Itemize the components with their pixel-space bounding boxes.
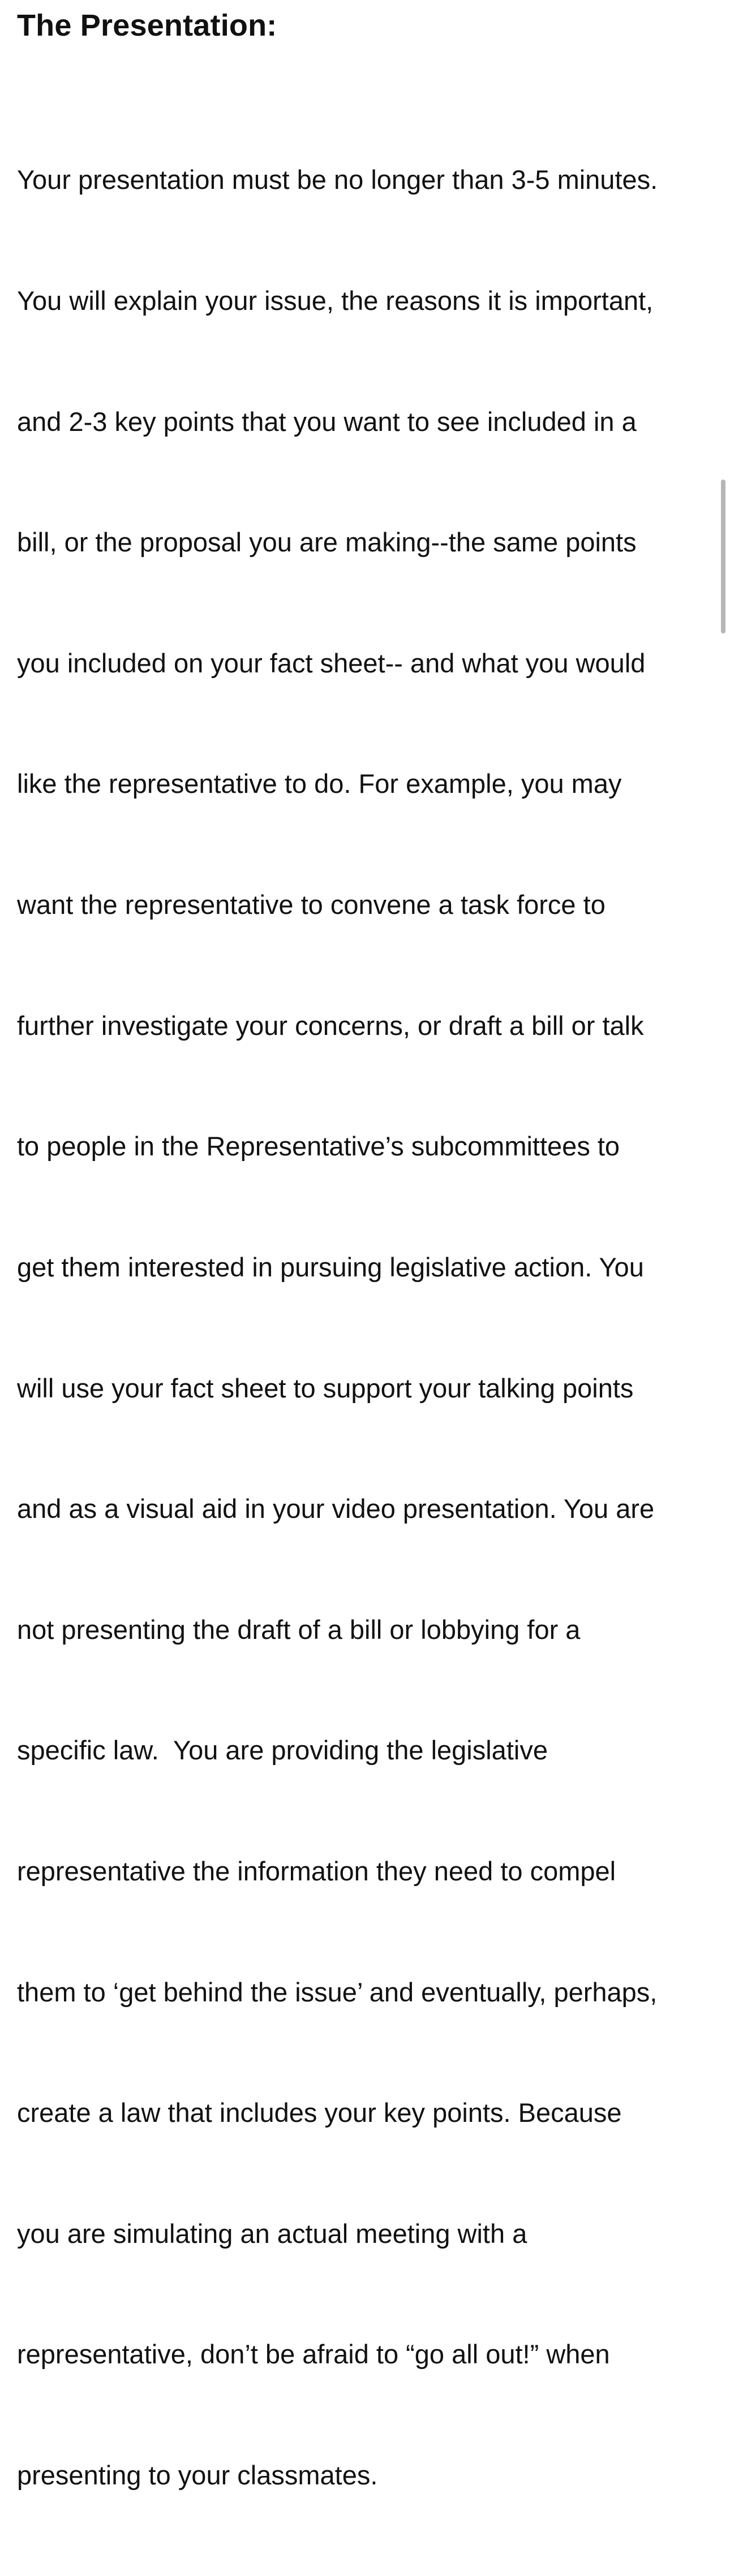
text-line: will use your fact sheet to support your talking points (17, 1373, 634, 1403)
text-line: bill, or the proposal you are making--the same points (17, 527, 637, 558)
text-line: presenting to your classmates. (17, 2460, 378, 2490)
text-line: you are simulating an actual meeting with a (17, 2218, 527, 2249)
vertical-scrollbar[interactable] (721, 480, 725, 633)
text-line: representative the information they need to compel (17, 1856, 616, 1886)
section-heading: The Presentation: (17, 8, 277, 42)
text-line: representative, don’t be afraid to “go all out!” when (17, 2339, 610, 2370)
text-line: you included on your fact sheet-- and what you would (17, 648, 646, 678)
text-line: Your presentation must be no longer than 3-5 minutes. (17, 165, 658, 195)
text-line: specific law. You are providing the legislative (17, 1735, 548, 1766)
text-line: get them interested in pursuing legislative action. You (17, 1252, 644, 1282)
paragraph (17, 79, 658, 2576)
document-content (17, 6, 719, 2490)
text-line: like the representative to do. For example, you may (17, 769, 622, 799)
text-line: create a law that includes your key points. Because (17, 2098, 622, 2128)
text-line: further investigate your concerns, or draft a bill or talk (17, 1010, 644, 1041)
text-line: want the representative to convene a task force to (17, 890, 606, 920)
text-line: not presenting the draft of a bill or lobbying for a (17, 1614, 581, 1645)
text-line: and as a visual aid in your video presentation. You are (17, 1494, 655, 1524)
text-line: and 2-3 key points that you want to see included in a (17, 406, 637, 437)
text-line: them to ‘get behind the issue’ and eventually, perhaps, (17, 1977, 658, 2007)
text-line: You will explain your issue, the reasons it is important, (17, 286, 654, 316)
text-line: to people in the Representative’s subcommittees to (17, 1131, 620, 1162)
